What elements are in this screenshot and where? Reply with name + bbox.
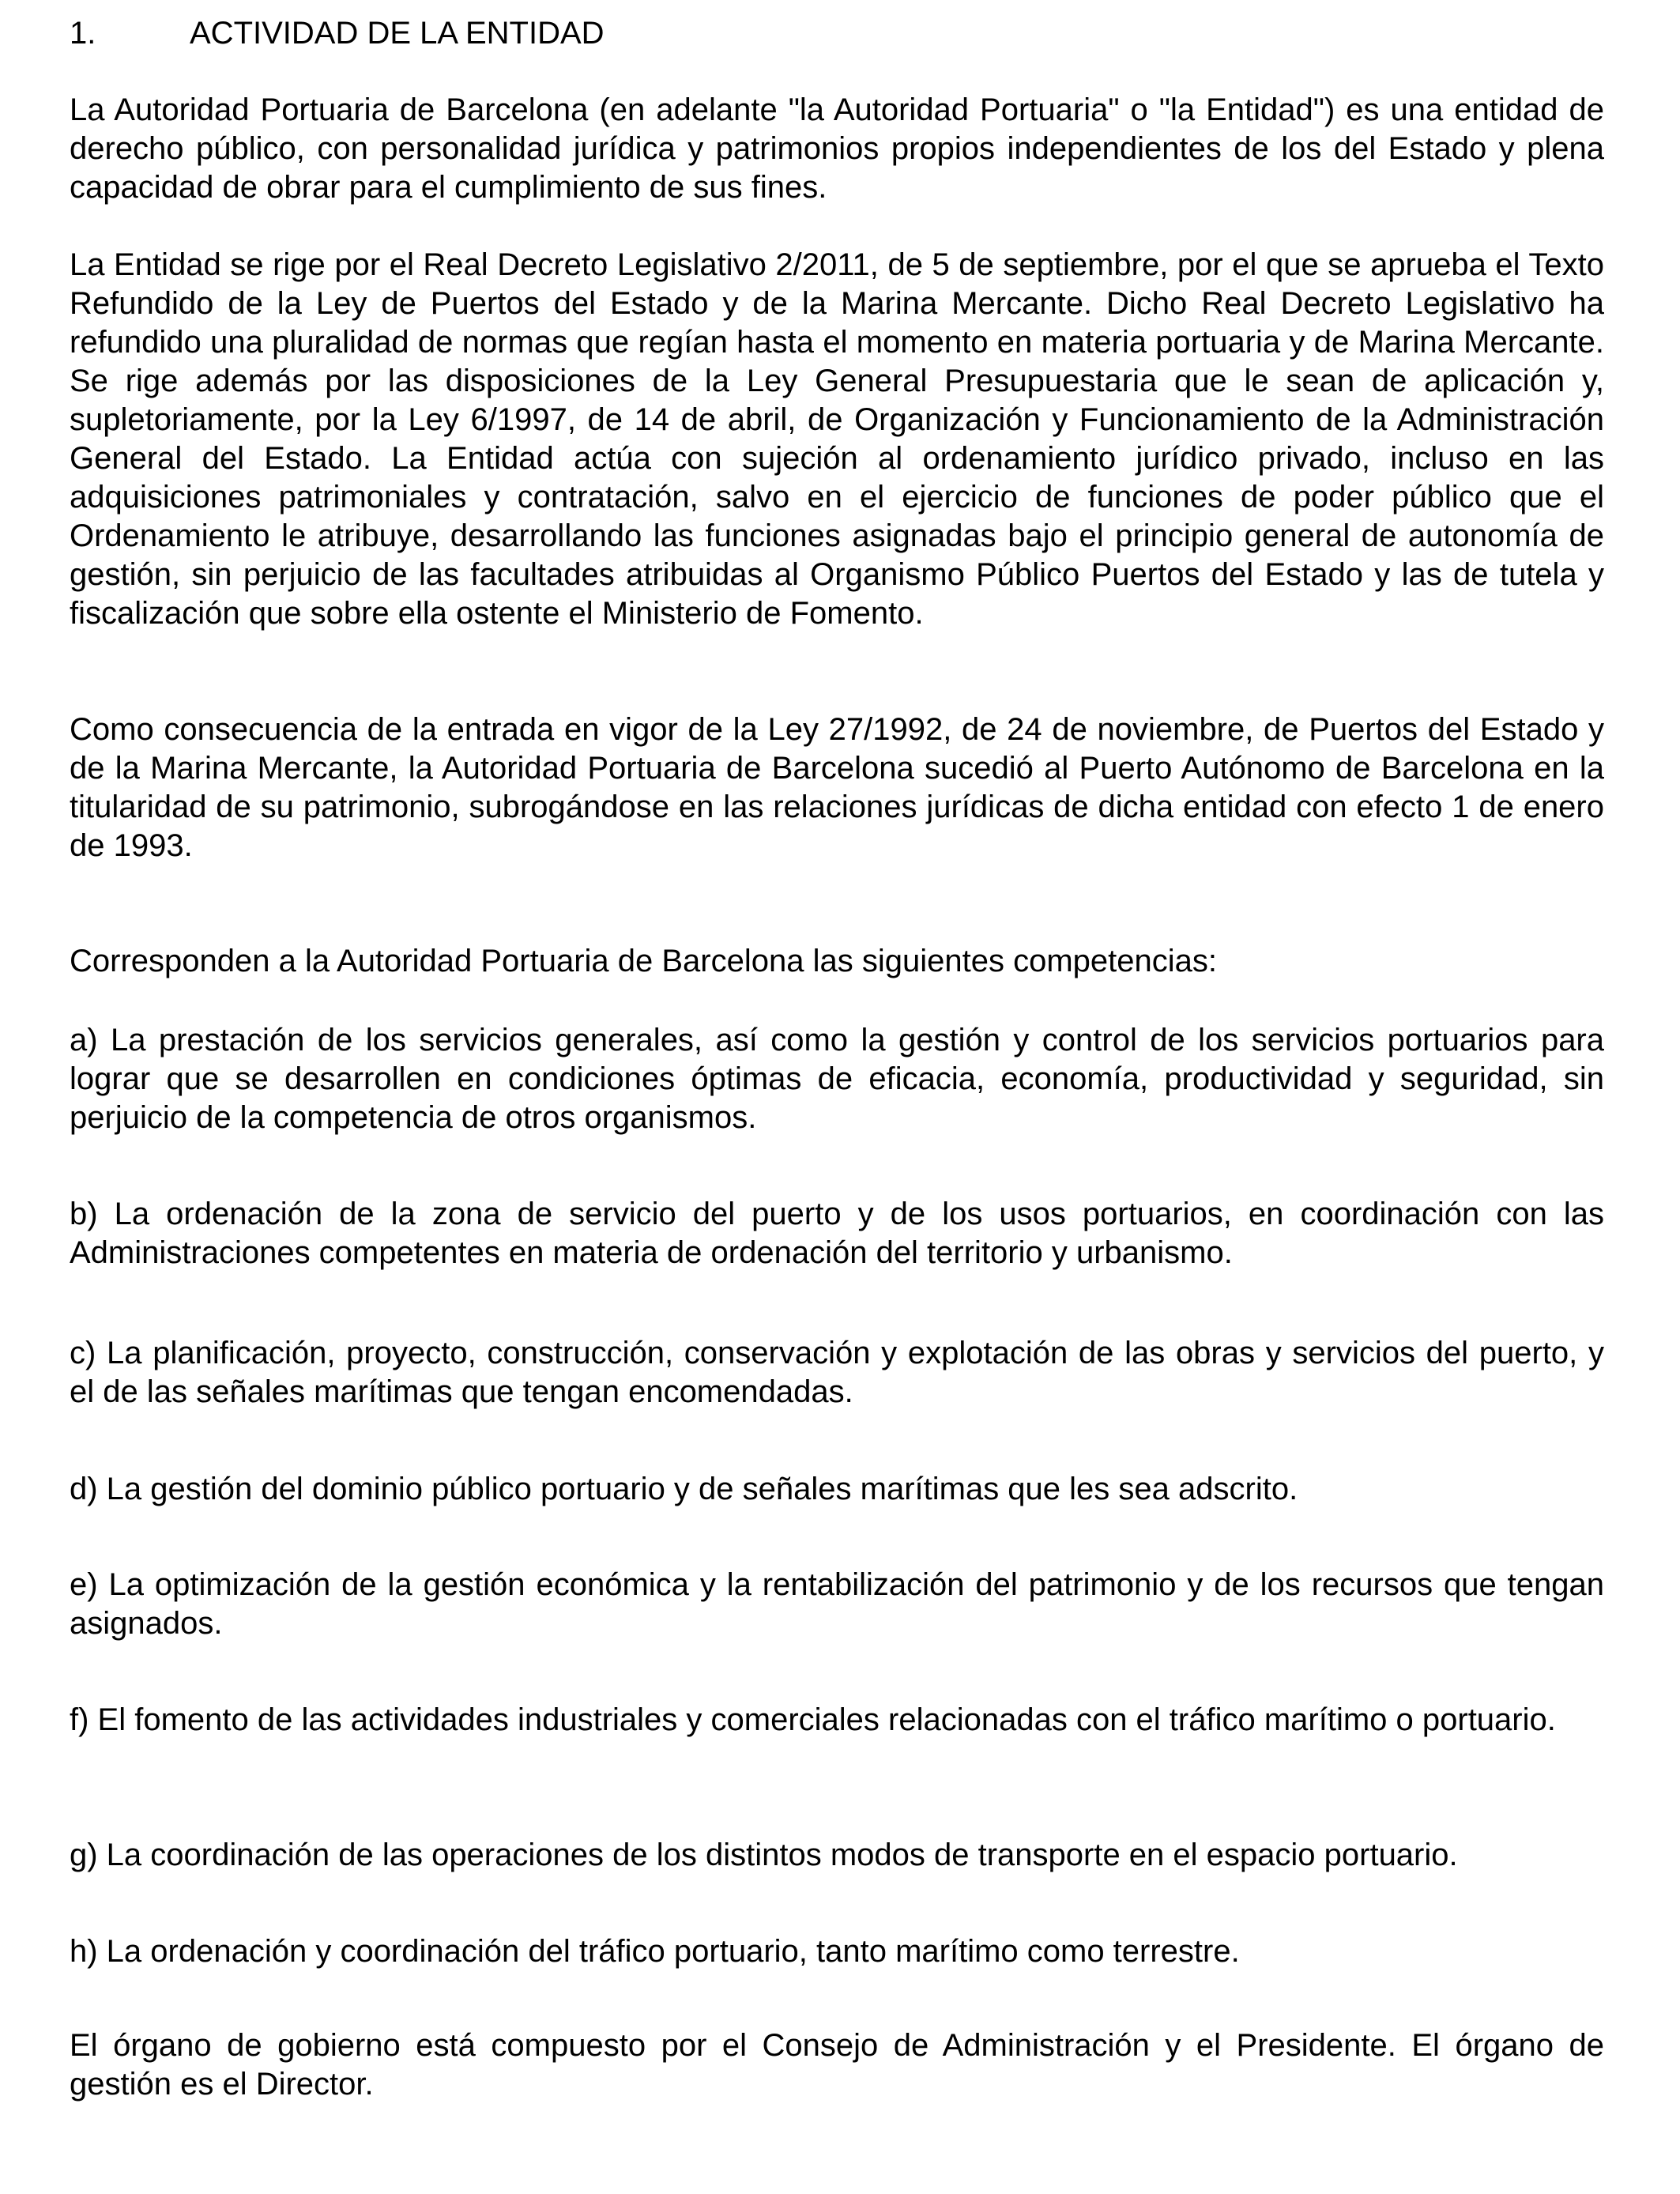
competencia-item-g: g) La coordinación de las operaciones de los distintos modos de transporte en el espacio portuario.	[70, 1838, 1458, 1872]
section-heading	[70, 14, 605, 53]
paragraph-consecuencia: Como consecuencia de la entrada en vigor de la Ley 27/1992, de 24 de noviembre, de Puertos del Estado y de la Marina Mercante, la Autoridad Portuaria de Barcelona sucedió al Puerto Autónomo de Barcelona en la titularidad de su patrimonio, subrogándose en las relaciones jurídicas de dicha entidad con efecto 1 de enero de 1993.	[70, 712, 1604, 863]
section-title: ACTIVIDAD DE LA ENTIDAD	[190, 16, 605, 51]
competencia-item-a: a) La prestación de los servicios generales, así como la gestión y control de los servicios portuarios para lograr que se desarrollen en condiciones óptimas de eficacia, economía, productividad y seguridad, sin perjuicio de la competencia de otros organismos.	[70, 1023, 1604, 1135]
section-number: 1.	[70, 16, 96, 51]
competencia-item-e: e) La optimización de la gestión económica y la rentabilización del patrimonio y de los recursos que tengan asignados.	[70, 1567, 1604, 1641]
paragraph-intro: La Autoridad Portuaria de Barcelona (en adelante "la Autoridad Portuaria" o "la Entidad") es una entidad de derecho público, con personalidad jurídica y patrimonios propios independientes de los del Estado y plena capacidad de obrar para el cumplimiento de sus fines.	[70, 92, 1604, 205]
competencia-item-h: h) La ordenación y coordinación del tráfico portuario, tanto marítimo como terrestre.	[70, 1934, 1240, 1969]
competencia-item-b: b) La ordenación de la zona de servicio del puerto y de los usos portuarios, en coordinación con las Administraciones competentes en materia de ordenación del territorio y urbanismo.	[70, 1197, 1604, 1270]
paragraph-organo: El órgano de gobierno está compuesto por el Consejo de Administración y el Presidente. El órgano de gestión es el Director.	[70, 2028, 1604, 2102]
paragraph-competencias-intro: Corresponden a la Autoridad Portuaria de Barcelona las siguientes competencias:	[70, 944, 1217, 978]
competencia-item-d: d) La gestión del dominio público portuario y de señales marítimas que les sea adscrito.	[70, 1472, 1298, 1506]
competencia-item-c: c) La planificación, proyecto, construcción, conservación y explotación de las obras y servicios del puerto, y el de las señales marítimas que tengan encomendadas.	[70, 1336, 1604, 1409]
paragraph-regimen: La Entidad se rige por el Real Decreto Legislativo 2/2011, de 5 de septiembre, por el que se aprueba el Texto Refundido de la Ley de Puertos del Estado y de la Marina Mercante. Dicho Real Decreto Legislativo ha refundido una pluralidad de normas que regían hasta el momento en materia portuaria y de Marina Mercante. Se rige además por las disposiciones de la Ley General Presupuestaria que le sean de aplicación y, supletoriamente, por la Ley 6/1997, de 14 de abril, de Organización y Funcionamiento de la Administración General del Estado. La Entidad actúa con sujeción al ordenamiento jurídico privado, incluso en las adquisiciones patrimoniales y contratación, salvo en el ejercicio de funciones de poder público que el Ordenamiento le atribuye, desarrollando las funciones asignadas bajo el principio general de autonomía de gestión, sin perjuicio de las facultades atribuidas al Organismo Público Puertos del Estado y las de tutela y fiscalización que sobre ella ostente el Ministerio de Fomento.	[70, 247, 1604, 631]
competencia-item-f: f) El fomento de las actividades industriales y comerciales relacionadas con el tráfico marítimo o portuario.	[70, 1702, 1556, 1737]
